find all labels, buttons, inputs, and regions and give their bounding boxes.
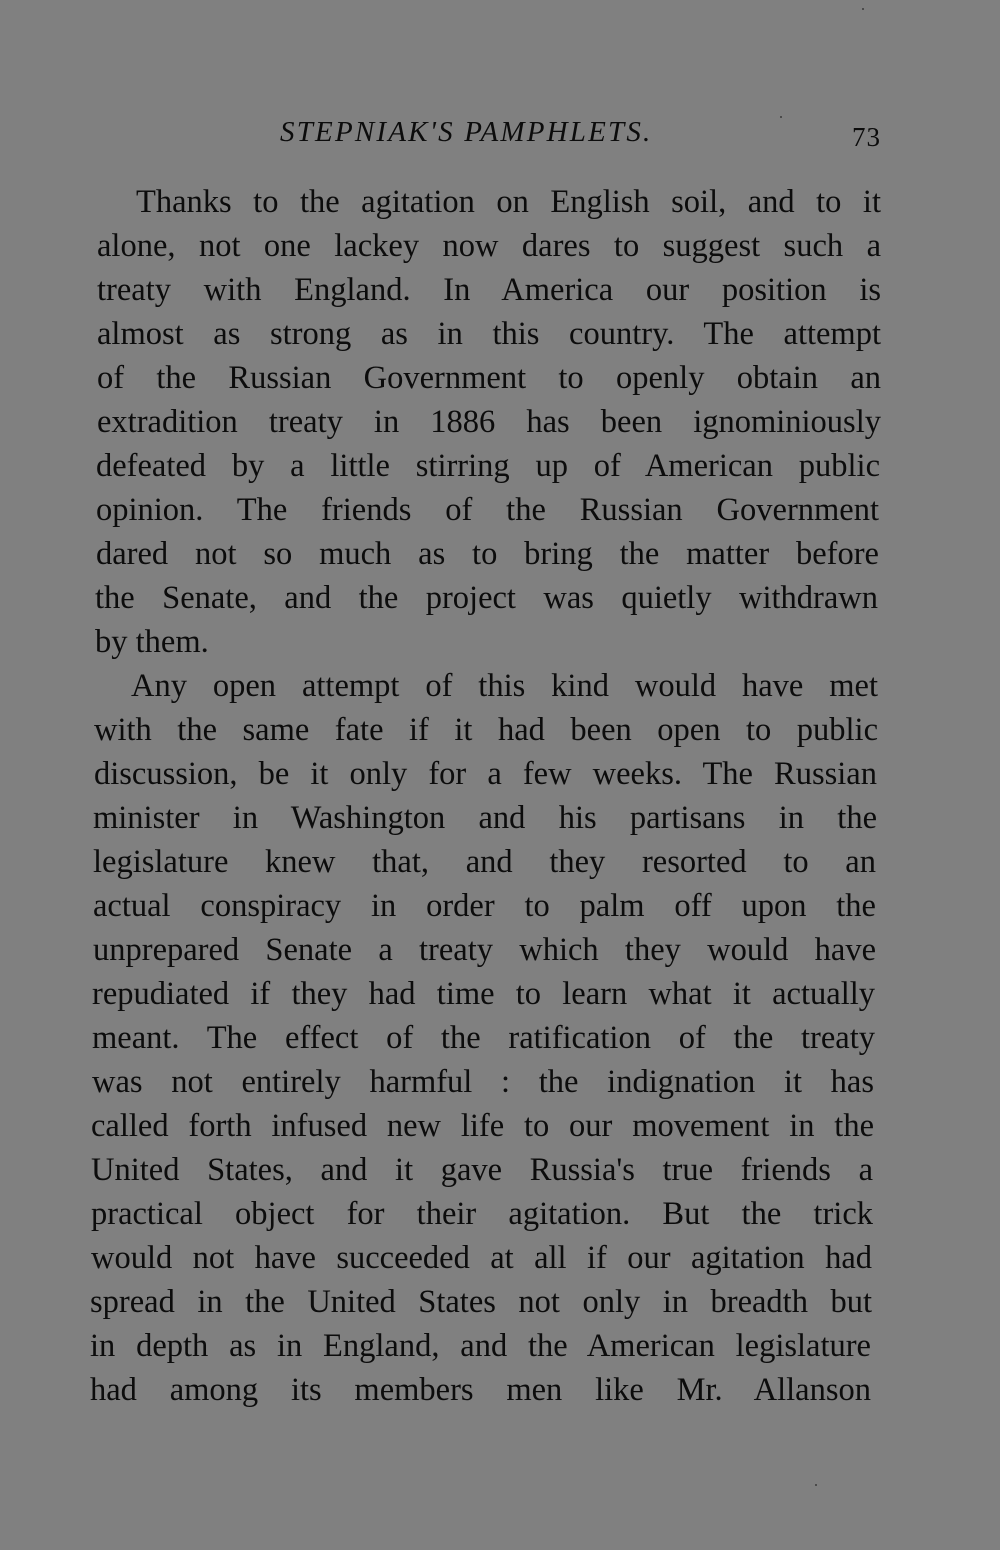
text-line: extradition treaty in 1886 has been ignominiously	[97, 404, 881, 440]
text-line: was not entirely harmful : the indignation it has	[92, 1064, 874, 1100]
text-line: in depth as in England, and the American legislature	[90, 1328, 871, 1364]
text-line: almost as strong as in this country. The attempt	[97, 316, 881, 352]
text-line: of the Russian Government to openly obtain an	[97, 360, 881, 396]
text-line: United States, and it gave Russia's true friends a	[91, 1152, 873, 1188]
text-line: meant. The effect of the ratification of the treaty	[92, 1020, 875, 1056]
text-line: had among its members men like Mr. Allanson	[90, 1372, 871, 1408]
scan-speck	[780, 116, 782, 118]
text-line: treaty with England. In America our position is	[97, 272, 881, 308]
text-line: alone, not one lackey now dares to suggest such a	[97, 228, 881, 264]
running-title: STEPNIAK'S PAMPHLETS.	[280, 116, 653, 148]
text-line: dared not so much as to bring the matter before	[96, 536, 879, 572]
scan-speck	[862, 8, 864, 10]
text-line: Any open attempt of this kind would have met	[131, 668, 878, 704]
text-line: practical object for their agitation. But the trick	[91, 1196, 873, 1232]
text-line: would not have succeeded at all if our agitation had	[91, 1240, 872, 1276]
page-number: 73	[852, 122, 881, 152]
text-line: defeated by a little stirring up of American public	[96, 448, 880, 484]
text-line: discussion, be it only for a few weeks. The Russian	[94, 756, 877, 792]
scan-speck	[815, 1484, 817, 1486]
text-line: by them.	[95, 624, 209, 660]
text-line: opinion. The friends of the Russian Government	[96, 492, 879, 528]
text-line: called forth infused new life to our movement in the	[91, 1108, 874, 1144]
text-line: legislature knew that, and they resorted to an	[93, 844, 876, 880]
text-line: actual conspiracy in order to palm off upon the	[93, 888, 876, 924]
text-line: unprepared Senate a treaty which they would have	[93, 932, 876, 968]
text-line: the Senate, and the project was quietly withdrawn	[95, 580, 878, 616]
text-line: with the same fate if it had been open to public	[94, 712, 878, 748]
text-line: minister in Washington and his partisans in the	[93, 800, 877, 836]
text-line: repudiated if they had time to learn what it actually	[92, 976, 875, 1012]
text-line: Thanks to the agitation on English soil, and to it	[136, 184, 881, 220]
text-line: spread in the United States not only in breadth but	[90, 1284, 872, 1320]
